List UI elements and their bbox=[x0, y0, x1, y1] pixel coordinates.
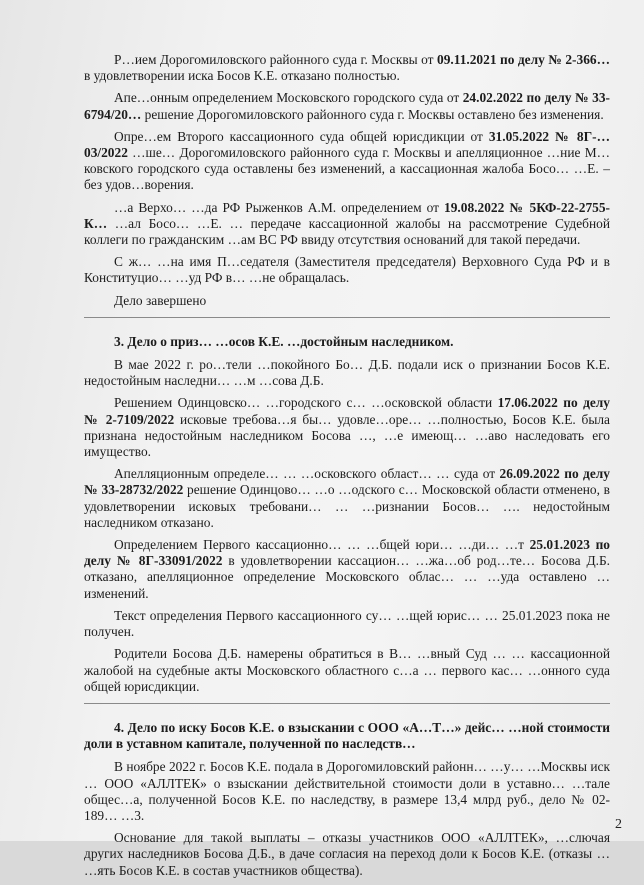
text: …ше… Дорогомиловского районного суда г. Москвы и апелляционное …ние М…ковского городского суда оставлены без изменений, а кассационная жалоба Босо… …Е. – без удов…ворения. bbox=[84, 145, 610, 193]
text: Определением Первого кассационно… … …бщей юри… …ди… …т bbox=[114, 537, 530, 553]
text: в удовлетворении иска Босов К.Е. отказано полностью. bbox=[84, 68, 400, 84]
text: решение Одинцово… …о …одского с… Московской области отменено, в удовлетворении исковых требовани… … …ризнании Босов… …. недостойным наследником отказано. bbox=[84, 482, 610, 530]
paragraph bbox=[84, 537, 610, 602]
text: …а Верхо… …да РФ Рыженков А.М. определением от bbox=[114, 199, 445, 215]
text: Апе…онным определением Московского городского суда от bbox=[114, 90, 463, 106]
section-title-text: 4. Дело по иску Босов К.Е. о взыскании с ООО «А…Т…» дейс… …ной стоимости доли в уставном капитале, полученной по наследств… bbox=[84, 719, 610, 752]
section-title bbox=[84, 334, 610, 350]
case-reference: 24.02.2022 по делу № 33-6794/20… bbox=[84, 90, 610, 122]
text: исковые требова…я бы… удовле…оре… …полностью, Босов К.Е. была признана недостойным наследником Босова …, …е имеющ… …аво наследовать его имущество. bbox=[84, 411, 610, 460]
document-body bbox=[84, 52, 610, 885]
case-status: Дело завершено bbox=[114, 292, 207, 308]
case-reference: 31.05.2022 № 8Г-…03/2022 bbox=[84, 128, 610, 161]
paragraph bbox=[84, 466, 610, 531]
paragraph bbox=[84, 90, 610, 122]
text: Опре…ем Второго кассационного суда общей юрисдикции от bbox=[114, 128, 489, 144]
text: Апелляционным определе… … …осковского област… … суда от bbox=[114, 466, 500, 482]
paragraph bbox=[84, 395, 610, 460]
case-reference: 17.06.2022 по делу № 2-7109/2022 bbox=[84, 395, 610, 427]
paragraph bbox=[84, 200, 610, 249]
case-reference: 09.11.2021 по делу № 2-366… bbox=[437, 52, 610, 67]
divider bbox=[84, 703, 610, 704]
paragraph bbox=[84, 129, 610, 194]
paragraph: С ж… …на имя П…седателя (Заместителя председателя) Верховного Суда РФ и в Конституцио… …уд РФ в… …не обращалась. bbox=[84, 254, 610, 286]
paragraph: В ноябре 2022 г. Босов К.Е. подала в Дорогомиловский районн… …у… …Москвы иск … ООО «АЛЛТЕК» о взыскании действительной стоимости доли в уставно… …тале общес…а, полученной Босов К.Е. по наследству, в размере 13,4 млрд руб., дело № 02-189… …3. bbox=[84, 759, 610, 823]
text: Р…ием Дорогомиловского районного суда г. Москвы от bbox=[114, 52, 437, 67]
case-reference: 26.09.2022 по делу № 33-28732/2022 bbox=[84, 466, 610, 498]
case-reference: 19.08.2022 № 5КФ-22-2755-К… bbox=[84, 199, 610, 231]
paragraph: Родители Босова Д.Б. намерены обратиться в В… …вный Суд … … кассационной жалобой на судебные акты Московского областного с…а … первого кас… …онного суда общей юрисдикции. bbox=[84, 646, 610, 694]
text: …ал Босо… …Е. … передаче кассационной жалобы на рассмотрение Судебной коллеги по гражданским …ам ВС РФ ввиду отсутствия оснований для такой передачи. bbox=[84, 215, 610, 248]
page-number: 2 bbox=[615, 817, 622, 832]
paragraph bbox=[84, 52, 610, 84]
text: в удовлетворении кассацион… …жа…об род…те… Босова Д.Б. отказано, апелляционное определение Московского облас… … …уда оставлено … изменений. bbox=[84, 553, 610, 601]
text: решение Дорогомиловского районного суда г. Москвы оставлено без изменения. bbox=[141, 106, 604, 122]
section-title bbox=[84, 720, 610, 752]
section-title-text: 3. Дело о приз… …осов К.Е. …достойным наследником. bbox=[114, 333, 454, 349]
divider bbox=[84, 317, 610, 318]
paragraph: В мае 2022 г. ро…тели …покойного Бо… Д.Б. подали иск о признании Босов К.Е. недостойным наследни… …м …сова Д.Б. bbox=[84, 357, 610, 389]
text: Решением Одинцовско… …городского с… …осковской области bbox=[114, 395, 498, 411]
paragraph: Основание для такой выплаты – отказы участников ООО «АЛЛТЕК», …слючая других наследников Босова Д.Б., в даче согласия на переход доли к Босов К.Е. (отказы … …ять Босов К.Е. в состав участников общества). bbox=[84, 830, 610, 878]
case-reference: 25.01.2023 по делу № 8Г-33091/2022 bbox=[84, 537, 610, 569]
paragraph: Текст определения Первого кассационного су… …щей юрис… … 25.01.2023 пока не получен. bbox=[84, 607, 610, 640]
